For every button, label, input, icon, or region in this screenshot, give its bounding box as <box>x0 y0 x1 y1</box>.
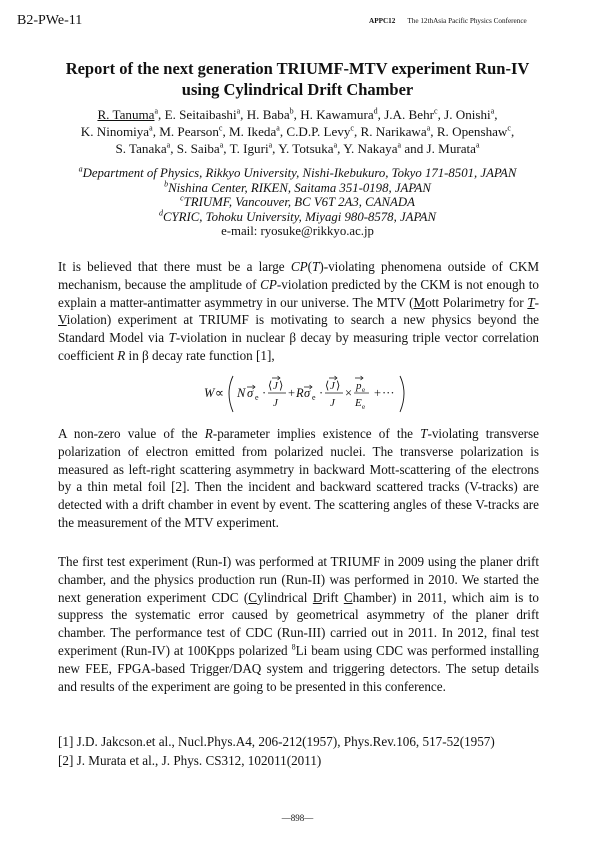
paragraph-1: It is believed that there must be a large CP(T)-violating phenomena outside of CKM mechanism, because the amplitude of CP-violation predicted by the CKM is not enough to explain a matter-antimatter asymmetry in our universe. The MTV (Mott Polarimetry for T-Violation) experiment at TRIUMF is motivating to search a new physics beyond the Standard Model via T-violation in nuclear β decay by measuring triple vector correlation coefficient R in β decay rate function [1], <box>58 259 540 363</box>
eq-plus2: + <box>374 386 382 400</box>
eq-j-den1: J <box>273 397 278 409</box>
title-line-2: using Cylindrical Drift Chamber <box>181 80 414 99</box>
conference-code: APPC12 <box>369 17 396 25</box>
author: M. Ikeda$^a$ <box>229 123 280 139</box>
eq-sigma2: σ <box>304 386 311 400</box>
author: R. Tanuma$^a$ <box>97 106 159 122</box>
paragraph-3: The first test experiment (Run-I) was performed at TRIUMF in 2009 using the planer drift chamber, and the physics production run (Run-II) was performed in 2010. We started the next generation experiment CDC (Cylindrical Drift Chamber) in 2011, which aim is to suppress the systematic error caused by geometrical asymmetry of the planer drift chamber. The performance test of CDC (Run-III) carried out in 2011. In 2012, final test experiment (Run-IV) at 100Kpps polarized $^8$Li beam using CDC was performed installing new FEE, FPGA-based Trigger/DAQ system and triggering detectors. The setup details and results of the experiment are going to be presented in this conference. <box>58 554 539 694</box>
email: e-mail: ryosuke@rikkyo.ac.jp <box>221 224 374 238</box>
author: J. Murata$^a$ <box>426 140 480 156</box>
eq-energy: E <box>355 397 362 409</box>
eq-right-paren <box>400 376 404 412</box>
reference-2: [2] J. Murata et al., J. Phys. CS312, 102011(2011) <box>58 753 322 768</box>
eq-p: p <box>356 380 362 392</box>
eq-langle2: ⟨ <box>325 380 330 392</box>
eq-j-vec1: J <box>273 380 278 392</box>
author: R. Narikawa$^a$ <box>360 123 431 139</box>
affiliation-c: $^c$TRIUMF, Vancouver, BC V6T 2A3, CANADA <box>180 193 415 209</box>
reference-1: [1] J.D. Jakcson.et al., Nucl.Phys.A4, 206-212(1957), Phys.Rev.106, 517-52(1957) <box>58 734 495 749</box>
eq-sub-e4: e <box>362 403 366 411</box>
author: J. Onishi$^a$ <box>444 106 495 122</box>
eq-r: R <box>296 386 304 400</box>
author: H. Baba$^b$ <box>246 106 294 122</box>
session-code: B2-PWe-11 <box>17 13 83 28</box>
author: S. Saiba$^a$ <box>176 140 224 156</box>
eq-cross: × <box>345 386 353 400</box>
affiliation-list <box>40 166 555 239</box>
page-number: —898— <box>281 813 314 823</box>
paper-title <box>40 58 555 100</box>
author: R. Openshaw$^c$ <box>436 123 511 139</box>
eq-dot1: · <box>262 386 267 400</box>
author: Y. Nakaya$^a$ <box>343 140 402 156</box>
eq-dot2: · <box>319 386 324 400</box>
author: H. Kawamura$^d$ <box>300 106 378 122</box>
eq-j-den2: J <box>330 397 335 409</box>
eq-dots: ··· <box>382 386 395 400</box>
decay-rate-equation <box>204 368 414 418</box>
author: E. Seitaibashi$^a$ <box>164 106 241 122</box>
affiliation-d: $^d$CYRIC, Tohoku University, Miyagi 980-8578, JAPAN <box>159 208 436 224</box>
eq-prop: ∝ <box>215 386 224 400</box>
eq-w: W <box>204 386 215 400</box>
eq-left-paren <box>229 376 233 412</box>
title-line-1: Report of the next generation TRIUMF-MTV experiment Run-IV <box>65 59 530 78</box>
eq-langle1: ⟨ <box>268 380 273 392</box>
eq-rangle1: ⟩ <box>279 380 284 392</box>
references <box>58 732 548 770</box>
conference-header <box>369 17 527 25</box>
eq-j-vec2: J <box>330 380 335 392</box>
affiliation-b: $^b$Nishina Center, RIKEN, Saitama 351-0198, JAPAN <box>164 179 431 195</box>
eq-plus1: + <box>288 386 296 400</box>
eq-sigma1: σ <box>247 386 254 400</box>
author: Y. Totsuka$^a$ <box>278 140 338 156</box>
eq-n: N <box>237 386 246 400</box>
author-list: R. Tanuma$^a$, E. Seitaibashi$^a$, H. Baba$^b$, H. Kawamura$^d$, J.A. Behr$^c$, J. Onishi$^a$, K. Ninomiya$^a$, M. Pearson$^c$, M. Ikeda$^a$, C.D.P. Levy$^c$, R. Narikawa$^a$, R. Openshaw$^c$, S. Tanaka$^a$, S. Saiba$^a$, T. Iguri$^a$, Y. Totsuka$^a$, Y. Nakaya$^a$ and J. Murata$^a$ <box>80 106 515 156</box>
eq-sub-e1: e <box>255 393 259 402</box>
author: M. Pearson$^c$ <box>159 123 223 139</box>
paragraph-2: A non-zero value of the R-parameter implies existence of the T-violating transverse polarization of electron emitted from polarized nuclei. The transverse polarization is measured as left-right scattering asymmetry in backward Mott-scattering of the electrons by a thin metal foil [2]. Then the incident and backward scattered tracks (V-tracks) are detected with a drift chamber in event by event. The scattering angles of these V-tracks are the measurement of the MTV experiment. <box>58 426 539 530</box>
conference-name: The 12thAsia Pacific Physics Conference <box>407 17 527 25</box>
author: K. Ninomiya$^a$ <box>80 123 153 139</box>
author: T. Iguri$^a$ <box>229 140 273 156</box>
eq-rangle2: ⟩ <box>336 380 341 392</box>
author: S. Tanaka$^a$ <box>115 140 171 156</box>
author: C.D.P. Levy$^c$ <box>286 123 354 139</box>
author: J.A. Behr$^c$ <box>384 106 438 122</box>
eq-sub-e2: e <box>312 393 316 402</box>
eq-sub-e3: e <box>362 386 366 394</box>
affiliation-a: $^a$Department of Physics, Rikkyo University, Nishi-Ikebukuro, Tokyo 171-8501, JAPAN <box>78 164 517 180</box>
